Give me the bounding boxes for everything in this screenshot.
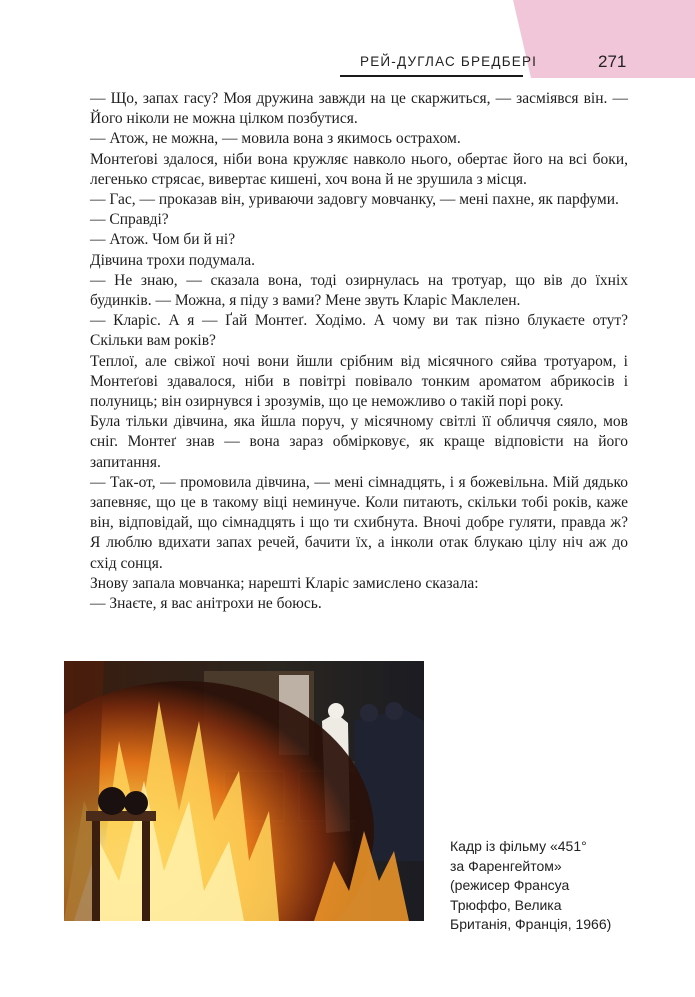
paragraph: — Кларіс. А я — Ґай Монтеґ. Ходімо. А чому ви так пізно блукаєте отут? Скільки вам років? — [90, 312, 628, 350]
story-text — [90, 89, 628, 614]
paragraph: Знову запала мовчанка; нарешті Кларіс замислено сказала: — [90, 574, 479, 592]
film-still-illustration — [64, 661, 424, 921]
caption-line: за Фаренгейтом» — [450, 857, 562, 874]
caption-line: (режисер Франсуа — [450, 877, 570, 893]
paragraph: Теплої, але свіжої ночі вони йшли срібним від місячного сяйва тротуаром, і Монтеґові здавалося, ніби в повітрі повівало тонким ароматом абрикосів і полуниць; він озирнувся і зрозумів, що це неможливо о такій порі року. — [90, 352, 628, 411]
paragraph: — Справді? — [90, 211, 169, 229]
caption-line: Британія, Франція, 1966) — [450, 916, 612, 932]
header-rule — [340, 75, 523, 77]
paragraph: — Не знаю, — сказала вона, тоді озирнулась на тротуар, що вів до їхніх будинків. — Можна, я піду з вами? Мене звуть Кларіс Маклелен. — [90, 271, 628, 310]
film-still-image — [64, 661, 424, 921]
paragraph: — Знаєте, я вас анітрохи не боюсь. — [90, 595, 322, 613]
page-number: 271 — [598, 52, 627, 71]
paragraph: Була тільки дівчина, яка йшла поруч, у місячному світлі її обличчя сяяло, мов сніг. Монтеґ знав — вона зараз обмірковує, як краще відповісти на його запитання. — [90, 413, 628, 471]
paragraph: — Так-от, — промовила дівчина, — мені сімнадцять, і я божевільна. Мій дядько запевняє, що це в такому віці неминуче. Коли питають, скільки тобі років, каже він, відповідай, що сімнадцять і що ти схибнута. Вночі добре гуляти, правда ж? Я люблю вдихати запах речей, бачити їх, а інколи отак блукаю цілу ніч аж до схід сонця. — [90, 473, 628, 572]
paragraph: Монтеґові здалося, ніби вона кружляє навколо нього, обертає його на всі боки, легенько стрясає, вивертає кишені, хоч вона й не зрушила з місця. — [90, 150, 628, 188]
paragraph: — Гас, — проказав він, уриваючи задовгу мовчанку, — мені пахне, як парфуми. — [90, 191, 619, 209]
paragraph: — Атож, не можна, — мовила вона з якимось острахом. — [90, 130, 461, 148]
paragraph: Дівчина трохи подумала. — [90, 251, 255, 269]
caption-line: Трюффо, Велика — [450, 896, 562, 913]
figure-caption — [450, 837, 650, 935]
paragraph: — Атож. Чом би й ні? — [90, 231, 236, 249]
running-title: РЕЙ-ДУГЛАС БРЕДБЕРІ — [360, 54, 538, 69]
caption-line: Кадр із фільму «451° — [450, 838, 587, 854]
paragraph: — Що, запах гасу? Моя дружина завжди на це скаржиться, — засміявся він. — Його ніколи не можна цілком позбутися. — [90, 90, 628, 128]
